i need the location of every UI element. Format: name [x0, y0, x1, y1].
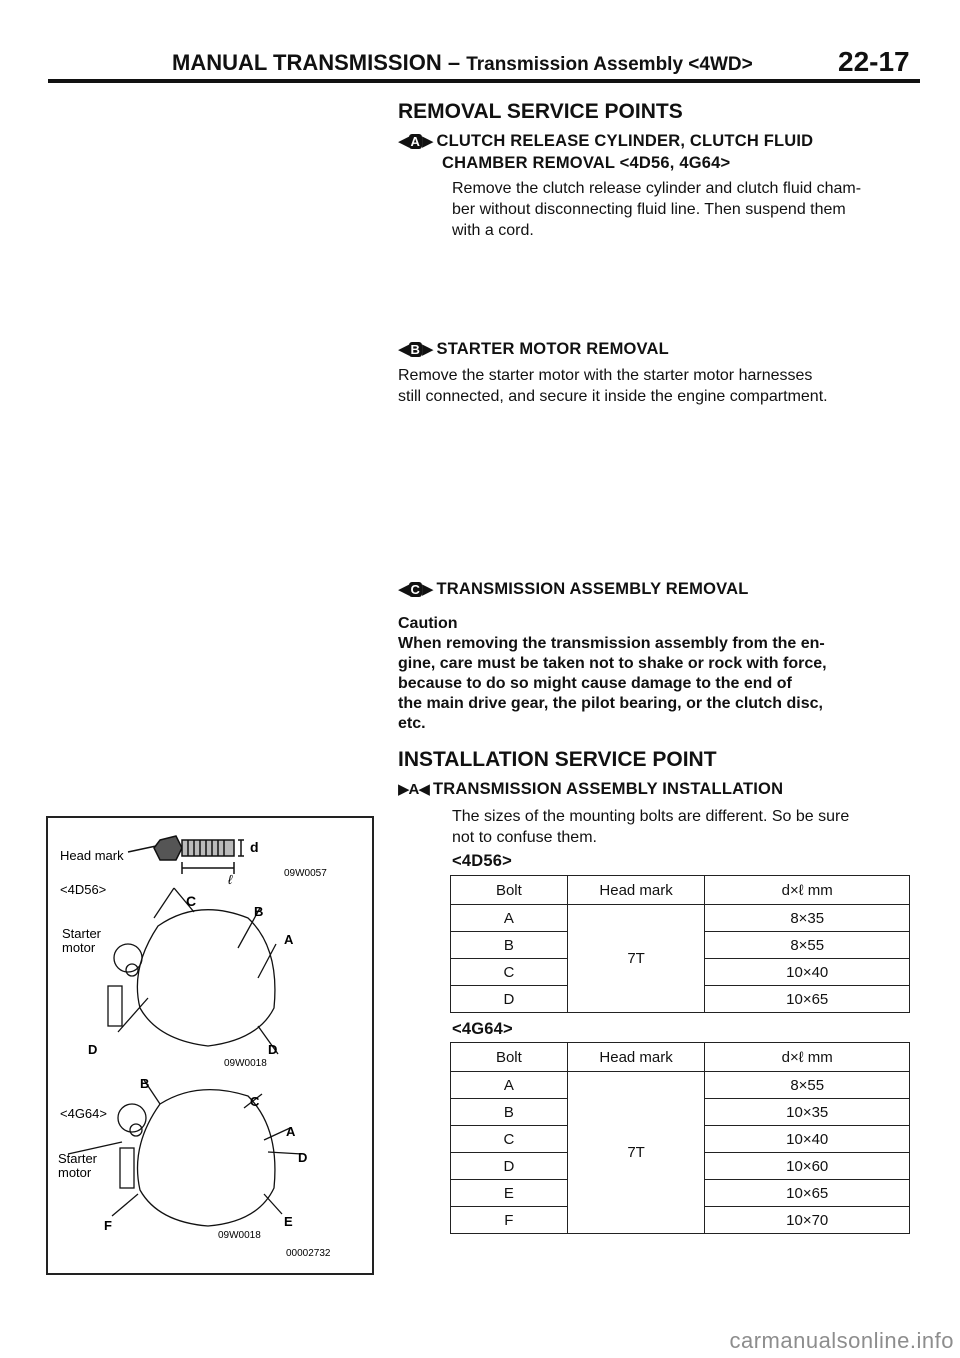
removal-a-title: ◀ A ▶ CLUTCH RELEASE CYLINDER, CLUTCH FLUID: [398, 132, 814, 150]
col-bolt: Bolt: [451, 876, 568, 905]
col-size: d×ℓ mm: [705, 876, 910, 905]
removal-b-title: ◀ B ▶ STARTER MOTOR REMOVAL: [398, 340, 669, 358]
bolt-table-4d56: [450, 875, 910, 1013]
col-head-mark: Head mark: [567, 1043, 705, 1072]
letter-f-4g64: F: [104, 1218, 112, 1233]
table-row: B 10×35: [451, 1099, 910, 1126]
letter-d-4d56-right: D: [268, 1042, 278, 1057]
bolt-illustration: [128, 836, 244, 874]
col-head-mark: Head mark: [567, 876, 705, 905]
head-mark-label: Head mark: [60, 848, 124, 863]
table-row: A 7T 8×55: [451, 1072, 910, 1099]
table-row: B 8×55: [451, 932, 910, 959]
dim-d-label: d: [250, 839, 259, 855]
letter-b-4g64: B: [140, 1076, 150, 1091]
engine-4g64-label: <4G64>: [60, 1106, 107, 1121]
page-number: 22-17: [838, 46, 910, 77]
installation-text: The sizes of the mounting bolts are different. So be sure not to confuse them.: [452, 808, 850, 846]
letter-d-4g64: D: [298, 1150, 308, 1165]
figure-code-mid: 09W0018: [224, 1058, 267, 1069]
motor-label-4d56: motor: [62, 940, 96, 955]
watermark: carmanualsonline.info: [729, 1328, 954, 1353]
removal-heading: REMOVAL SERVICE POINTS: [398, 100, 683, 123]
removal-b-text: Remove the starter motor with the starter motor harnesses still connected, and secure it inside the engine compartment.: [398, 367, 828, 405]
letter-a-4d56: A: [284, 932, 294, 947]
caution-label: Caution: [398, 615, 458, 632]
figure-code-top: 09W0057: [284, 868, 327, 879]
letter-b-4d56: B: [254, 904, 264, 919]
table-row: D 10×65: [451, 986, 910, 1013]
letter-c-4d56: C: [186, 893, 197, 909]
service-mark-c: ◀ C ▶: [398, 581, 433, 598]
removal-a-text: Remove the clutch release cylinder and clutch fluid cham- ber without disconnecting fluid line. Then suspend them with a cord.: [452, 180, 862, 239]
motor-label-4g64: motor: [58, 1165, 92, 1180]
service-mark-a: ◀ A ▶: [398, 133, 433, 150]
table-row: E 10×65: [451, 1180, 910, 1207]
table-row: F 10×70: [451, 1207, 910, 1234]
service-mark-b: ◀ B ▶: [398, 341, 433, 358]
letter-d-4d56-left: D: [88, 1042, 98, 1057]
head-mark-cell: 7T: [567, 1072, 705, 1234]
table-row: A 7T 8×35: [451, 905, 910, 932]
starter-label-4g64: Starter: [58, 1151, 98, 1166]
figure-drawing: [48, 818, 372, 1273]
col-size: d×ℓ mm: [705, 1043, 910, 1072]
dim-l-label: ℓ: [228, 872, 233, 887]
figure-code-bottom: 09W0018: [218, 1230, 261, 1241]
head-mark-cell: 7T: [567, 905, 705, 1013]
table-row: C 10×40: [451, 1126, 910, 1153]
figure-id: 00002732: [286, 1248, 331, 1259]
bolt-table-4g64: [450, 1042, 910, 1234]
engine-4d56-label: <4D56>: [60, 882, 107, 897]
installation-heading: INSTALLATION SERVICE POINT: [398, 748, 717, 771]
page-header-title: [172, 50, 753, 76]
letter-e-4g64: E: [284, 1214, 293, 1229]
removal-a-title-line2: CHAMBER REMOVAL <4D56, 4G64>: [442, 154, 731, 172]
letter-a-4g64: A: [286, 1124, 296, 1139]
col-bolt: Bolt: [451, 1043, 568, 1072]
installation-a-title: ▶A◀ TRANSMISSION ASSEMBLY INSTALLATION: [398, 780, 784, 798]
starter-label-4d56: Starter: [62, 926, 102, 941]
install-mark-a: ▶A◀: [398, 781, 429, 798]
table-4g64-label: <4G64>: [452, 1020, 513, 1038]
letter-c-4g64: C: [250, 1094, 260, 1109]
bolt-location-figure: [46, 816, 374, 1275]
caution-block: Caution When removing the transmission assembly from the en- gine, care must be taken not to shake or rock with force, because to do so might cause damage to the end of the main drive gear, the pilot bearing, or the clutch disc, etc.: [398, 614, 922, 734]
table-4d56-label: <4D56>: [452, 852, 512, 870]
table-row: D 10×60: [451, 1153, 910, 1180]
removal-c-title: ◀ C ▶ TRANSMISSION ASSEMBLY REMOVAL: [398, 580, 749, 598]
header-main-title: MANUAL TRANSMISSION –: [172, 50, 461, 75]
header-rule: [48, 79, 920, 83]
bellhousing-4d56: [108, 888, 278, 1054]
table-row: C 10×40: [451, 959, 910, 986]
header-subtitle: Transmission Assembly <4WD>: [466, 54, 753, 75]
bellhousing-4g64: [68, 1080, 302, 1226]
